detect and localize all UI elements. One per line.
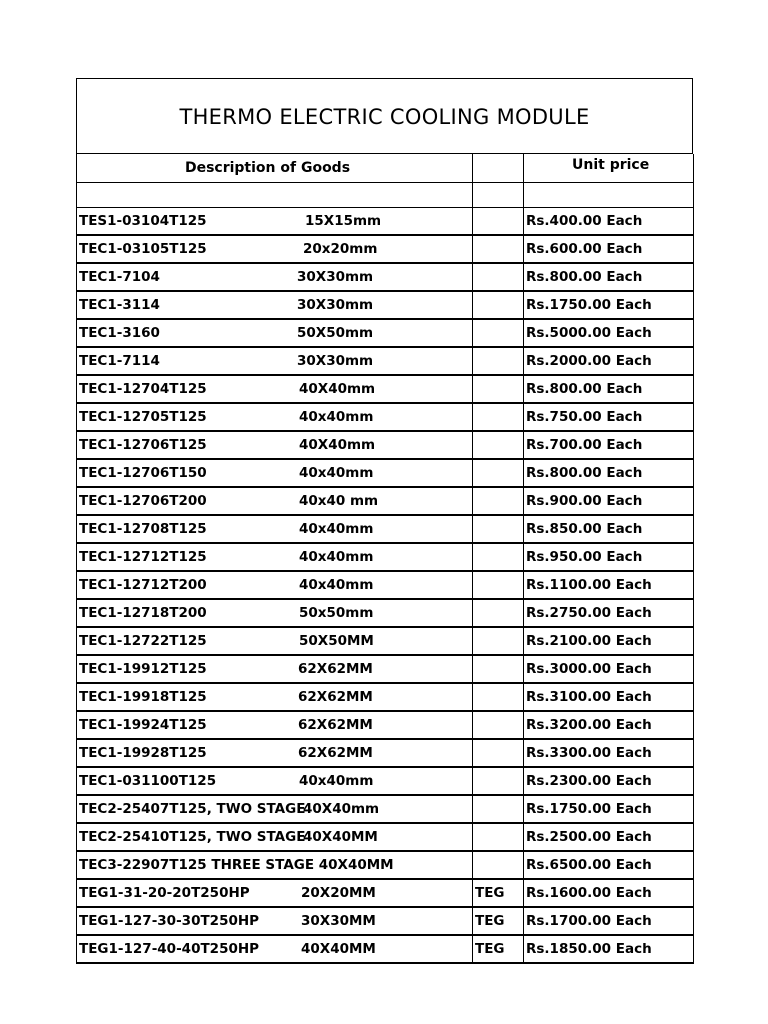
description-cell bbox=[77, 935, 473, 963]
description-cell bbox=[77, 683, 473, 711]
type-tag-cell bbox=[473, 515, 524, 543]
type-tag-cell: TEG bbox=[473, 935, 524, 963]
description-cell bbox=[77, 487, 473, 515]
unit-price-cell: Rs.800.00 Each bbox=[524, 459, 694, 487]
unit-price-cell: Rs.1600.00 Each bbox=[524, 879, 694, 907]
table-row bbox=[77, 347, 694, 375]
table-row bbox=[77, 655, 694, 683]
item-size: 30X30mm bbox=[297, 353, 374, 369]
type-tag-cell bbox=[473, 347, 524, 375]
item-code: TEC1-19928T125 bbox=[79, 745, 207, 761]
type-tag-cell bbox=[473, 235, 524, 263]
type-tag-cell bbox=[473, 571, 524, 599]
type-tag-cell bbox=[473, 291, 524, 319]
item-code: TEC1-12718T200 bbox=[79, 605, 207, 621]
item-code: TEC1-19924T125 bbox=[79, 717, 207, 733]
price-table bbox=[76, 154, 694, 964]
description-cell bbox=[77, 208, 473, 236]
type-tag-cell bbox=[473, 487, 524, 515]
type-tag-cell bbox=[473, 739, 524, 767]
item-size: 62X62MM bbox=[298, 745, 373, 761]
item-code: TEC1-12705T125 bbox=[79, 409, 207, 425]
unit-price-cell: Rs.2500.00 Each bbox=[524, 823, 694, 851]
table-row bbox=[77, 487, 694, 515]
blank-cell bbox=[77, 183, 473, 208]
description-cell bbox=[77, 235, 473, 263]
item-size: 40x40mm bbox=[299, 409, 374, 425]
type-tag-cell bbox=[473, 823, 524, 851]
description-cell bbox=[77, 599, 473, 627]
description-cell bbox=[77, 711, 473, 739]
item-code: TEC1-12706T125 bbox=[79, 437, 207, 453]
unit-price-cell: Rs.850.00 Each bbox=[524, 515, 694, 543]
item-code: TEC1-3114 bbox=[79, 297, 160, 313]
item-size: 40x40mm bbox=[299, 465, 374, 481]
type-tag-cell bbox=[473, 459, 524, 487]
item-code: TEC1-03105T125 bbox=[79, 241, 207, 257]
item-size: 30X30mm bbox=[297, 269, 374, 285]
table-row bbox=[77, 739, 694, 767]
table-row bbox=[77, 543, 694, 571]
item-size: 50x50mm bbox=[299, 605, 374, 621]
blank-row bbox=[77, 183, 694, 208]
type-tag-cell bbox=[473, 627, 524, 655]
table-row bbox=[77, 403, 694, 431]
table-row bbox=[77, 375, 694, 403]
description-cell bbox=[77, 851, 473, 879]
unit-price-cell: Rs.2000.00 Each bbox=[524, 347, 694, 375]
item-size: 40X40mm bbox=[303, 801, 380, 817]
title-box bbox=[76, 78, 693, 154]
unit-price-cell: Rs.800.00 Each bbox=[524, 375, 694, 403]
unit-price-cell: Rs.1750.00 Each bbox=[524, 291, 694, 319]
description-cell bbox=[77, 571, 473, 599]
unit-price-cell: Rs.800.00 Each bbox=[524, 263, 694, 291]
item-code: TEG1-31-20-20T250HP bbox=[79, 885, 250, 901]
description-cell bbox=[77, 403, 473, 431]
unit-price-cell: Rs.950.00 Each bbox=[524, 543, 694, 571]
description-cell bbox=[77, 459, 473, 487]
item-code: TEC1-7104 bbox=[79, 269, 160, 285]
item-size: 40x40mm bbox=[299, 521, 374, 537]
table-header-row bbox=[77, 154, 694, 183]
type-tag-cell bbox=[473, 767, 524, 795]
table-row bbox=[77, 907, 694, 935]
item-size: 15X15mm bbox=[305, 213, 382, 229]
item-size: 62X62MM bbox=[298, 717, 373, 733]
table-row bbox=[77, 459, 694, 487]
item-size: 40x40mm bbox=[299, 773, 374, 789]
item-code: TEC1-031100T125 bbox=[79, 773, 217, 789]
item-size: 40x40 mm bbox=[299, 493, 379, 509]
description-cell bbox=[77, 767, 473, 795]
table-row bbox=[77, 627, 694, 655]
type-tag-cell bbox=[473, 208, 524, 236]
blank-cell bbox=[473, 183, 524, 208]
unit-price-cell: Rs.2750.00 Each bbox=[524, 599, 694, 627]
page-title: THERMO ELECTRIC COOLING MODULE bbox=[179, 105, 590, 129]
table-row bbox=[77, 795, 694, 823]
item-size: 50X50MM bbox=[299, 633, 374, 649]
type-tag-cell bbox=[473, 375, 524, 403]
unit-price-cell: Rs.3100.00 Each bbox=[524, 683, 694, 711]
type-tag-cell bbox=[473, 711, 524, 739]
description-cell bbox=[77, 879, 473, 907]
description-cell bbox=[77, 347, 473, 375]
type-tag-cell bbox=[473, 403, 524, 431]
table-row bbox=[77, 767, 694, 795]
item-code: TES1-03104T125 bbox=[79, 213, 207, 229]
item-size: 62X62MM bbox=[298, 661, 373, 677]
description-cell bbox=[77, 319, 473, 347]
type-tag-cell: TEG bbox=[473, 907, 524, 935]
item-size: 40X40mm bbox=[299, 381, 376, 397]
blank-cell bbox=[524, 183, 694, 208]
item-code: TEC1-12706T150 bbox=[79, 465, 207, 481]
item-code: TEC1-19918T125 bbox=[79, 689, 207, 705]
unit-price-cell: Rs.1700.00 Each bbox=[524, 907, 694, 935]
description-cell bbox=[77, 431, 473, 459]
unit-price-cell: Rs.3300.00 Each bbox=[524, 739, 694, 767]
item-code: TEC2-25407T125, TWO STAGE bbox=[79, 801, 306, 817]
item-code: TEC1-12704T125 bbox=[79, 381, 207, 397]
type-tag-cell: TEG bbox=[473, 879, 524, 907]
unit-price-cell: Rs.1100.00 Each bbox=[524, 571, 694, 599]
description-cell bbox=[77, 795, 473, 823]
description-cell bbox=[77, 739, 473, 767]
item-code: TEC1-12712T200 bbox=[79, 577, 207, 593]
item-size: 30X30mm bbox=[297, 297, 374, 313]
unit-price-cell: Rs.2300.00 Each bbox=[524, 767, 694, 795]
item-size: 20x20mm bbox=[303, 241, 378, 257]
unit-price-cell: Rs.2100.00 Each bbox=[524, 627, 694, 655]
item-size: 62X62MM bbox=[298, 689, 373, 705]
item-size: 40X40MM bbox=[301, 941, 376, 957]
header-type bbox=[473, 154, 524, 183]
item-size: 40x40mm bbox=[299, 549, 374, 565]
type-tag-cell bbox=[473, 851, 524, 879]
item-size: 40X40mm bbox=[299, 437, 376, 453]
table-row bbox=[77, 208, 694, 236]
table-row bbox=[77, 879, 694, 907]
item-size: 20X20MM bbox=[301, 885, 376, 901]
item-code: TEC1-12722T125 bbox=[79, 633, 207, 649]
item-code: TEC1-3160 bbox=[79, 325, 160, 341]
type-tag-cell bbox=[473, 263, 524, 291]
table-row bbox=[77, 571, 694, 599]
item-code: TEG1-127-40-40T250HP bbox=[79, 941, 260, 957]
type-tag-cell bbox=[473, 319, 524, 347]
unit-price-cell: Rs.3000.00 Each bbox=[524, 655, 694, 683]
unit-price-cell: Rs.600.00 Each bbox=[524, 235, 694, 263]
type-tag-cell bbox=[473, 655, 524, 683]
type-tag-cell bbox=[473, 599, 524, 627]
description-cell bbox=[77, 627, 473, 655]
type-tag-cell bbox=[473, 683, 524, 711]
unit-price-cell: Rs.1750.00 Each bbox=[524, 795, 694, 823]
table-row bbox=[77, 515, 694, 543]
description-cell bbox=[77, 263, 473, 291]
description-cell bbox=[77, 515, 473, 543]
unit-price-cell: Rs.700.00 Each bbox=[524, 431, 694, 459]
header-description: Description of Goods bbox=[77, 154, 473, 183]
table-row bbox=[77, 823, 694, 851]
item-size: 40x40mm bbox=[299, 577, 374, 593]
description-cell bbox=[77, 823, 473, 851]
table-row bbox=[77, 851, 694, 879]
item-code: TEC1-12706T200 bbox=[79, 493, 207, 509]
type-tag-cell bbox=[473, 543, 524, 571]
item-code: TEC2-25410T125, TWO STAGE bbox=[79, 829, 306, 845]
table-row bbox=[77, 599, 694, 627]
item-size: 40X40MM bbox=[303, 829, 378, 845]
description-cell bbox=[77, 375, 473, 403]
table-row bbox=[77, 291, 694, 319]
type-tag-cell bbox=[473, 795, 524, 823]
unit-price-cell: Rs.5000.00 Each bbox=[524, 319, 694, 347]
header-unit-price: Unit price bbox=[524, 154, 694, 183]
item-code: TEC1-7114 bbox=[79, 353, 160, 369]
unit-price-cell: Rs.6500.00 Each bbox=[524, 851, 694, 879]
table-row bbox=[77, 319, 694, 347]
price-sheet bbox=[76, 78, 693, 964]
unit-price-cell: Rs.900.00 Each bbox=[524, 487, 694, 515]
unit-price-cell: Rs.750.00 Each bbox=[524, 403, 694, 431]
type-tag-cell bbox=[473, 431, 524, 459]
item-code: TEC1-12712T125 bbox=[79, 549, 207, 565]
item-size: 50X50mm bbox=[297, 325, 374, 341]
item-code: TEG1-127-30-30T250HP bbox=[79, 913, 260, 929]
unit-price-cell: Rs.400.00 Each bbox=[524, 208, 694, 236]
description-cell bbox=[77, 655, 473, 683]
description-cell bbox=[77, 543, 473, 571]
table-row bbox=[77, 431, 694, 459]
table-row bbox=[77, 683, 694, 711]
description-cell bbox=[77, 907, 473, 935]
table-row bbox=[77, 235, 694, 263]
table-row bbox=[77, 263, 694, 291]
description-cell bbox=[77, 291, 473, 319]
item-code: TEC1-12708T125 bbox=[79, 521, 207, 537]
table-row bbox=[77, 711, 694, 739]
table-row bbox=[77, 935, 694, 963]
unit-price-cell: Rs.1850.00 Each bbox=[524, 935, 694, 963]
item-size: 30X30MM bbox=[301, 913, 376, 929]
unit-price-cell: Rs.3200.00 Each bbox=[524, 711, 694, 739]
item-code: TEC1-19912T125 bbox=[79, 661, 207, 677]
item-code: TEC3-22907T125 THREE STAGE 40X40MM bbox=[79, 857, 394, 873]
